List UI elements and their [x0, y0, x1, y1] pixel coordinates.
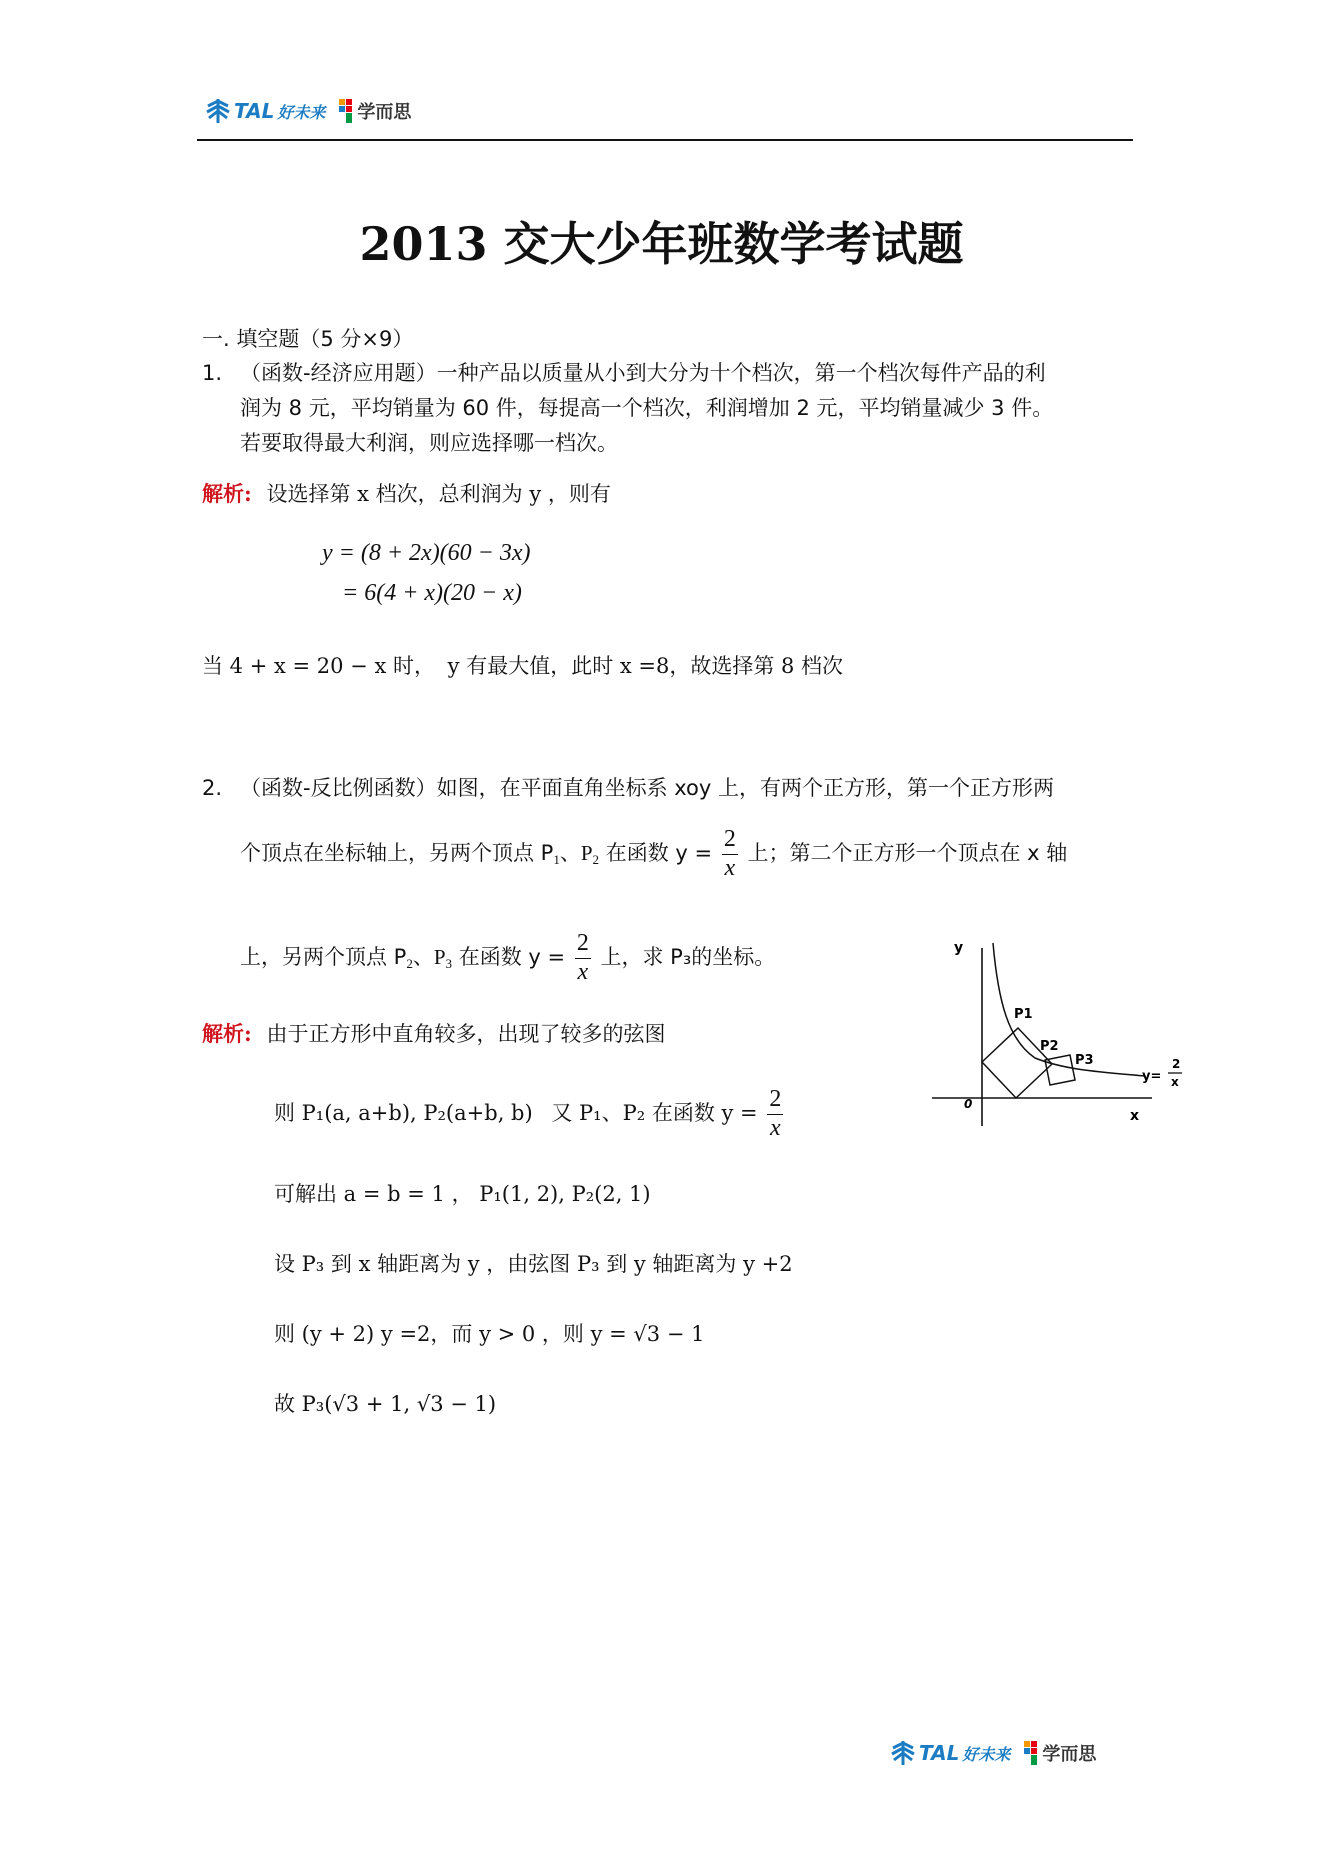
figure-x-label: x: [1130, 1108, 1140, 1124]
q1-text-line2: 润为 8 元，平均销量为 60 件，每提高一个档次，利润增加 2 元，平均销量减少 3 件。: [240, 396, 1054, 420]
q2-text-line3-b: 在函数 y =: [458, 945, 566, 970]
hyperbola-figure: [920, 930, 1190, 1140]
q2-text-line2-c: 上；第二个正方形一个顶点在 x 轴: [747, 841, 1068, 866]
q1-text-line1: （函数-经济应用题）一种产品以质量从小到大分为十个档次，第一个档次每件产品的利: [240, 361, 1046, 385]
q1-solution-condition: 当 4 + x = 20 − x 时，: [202, 654, 435, 678]
figure-square-2: [1045, 1055, 1075, 1085]
footer-tree-logo-icon: [890, 1739, 916, 1767]
q2-fraction-1-num: 2: [722, 826, 738, 855]
q2-text-line3-c: 上，求 P₃的坐标。: [600, 945, 776, 970]
q2-text-line2-b: 在函数 y =: [605, 841, 713, 866]
q2-fraction-2-den: x: [577, 958, 589, 985]
q2-solution-line2: 可解出 a = b = 1 ， P₁(1, 2), P₂(2, 1): [274, 1182, 651, 1206]
footer-xueersi-logo-icon: [1022, 1739, 1042, 1767]
figure-origin-label: 0: [964, 1097, 973, 1111]
q2-solution-line4: 则 (y + 2) y =2，而 y > 0 ，则 y = √3 − 1: [274, 1322, 705, 1346]
q1-solution-line3: [202, 650, 843, 680]
figure-function-num: 2: [1172, 1057, 1181, 1071]
footer-haoweilai-text: 好未来: [962, 1744, 1011, 1764]
footer-xueersi-text: 学而思: [1042, 1744, 1097, 1765]
q2-text-line2: 个顶点在坐标轴上，另两个顶点 $P_1$、$P_2$ 在函数 y = $\frac{2}{x}$ 上；第二个正方形一个顶点在 x 轴: [240, 826, 1068, 881]
q1-equation-2: = 6(4 + x)(20 − x): [342, 580, 522, 606]
footer-logo: [890, 1738, 1096, 1768]
tree-logo-icon: [205, 97, 231, 125]
header-divider: [197, 139, 1133, 141]
q2-solution-fraction-num: 2: [767, 1086, 783, 1115]
figure-function-lhs: y=: [1142, 1069, 1162, 1084]
q1-solution-label: 解析:: [202, 481, 252, 506]
figure-function-den: x: [1171, 1075, 1179, 1089]
q2-text-line3-a: 上，另两个顶点 P: [240, 945, 407, 970]
xueersi-logo-icon: [337, 97, 357, 125]
q1-number: 1.: [202, 361, 223, 385]
q2-solution-intro-text: 由于正方形中直角较多，出现了较多的弦图: [266, 1022, 666, 1046]
q2-fraction-1-den: x: [724, 854, 736, 881]
q2-text-line1: （函数-反比例函数）如图，在平面直角坐标系 xoy 上，有两个正方形，第一个正方形两: [240, 776, 1054, 800]
q2-text-line2-a: 个顶点在坐标轴上，另两个顶点 P: [240, 841, 554, 866]
figure-p3-label: P3: [1075, 1053, 1094, 1068]
q2-fraction-2: [575, 930, 591, 986]
q2-solution-line3: 设 P₃ 到 x 轴距离为 y ，由弦图 P₃ 到 y 轴距离为 y +2: [274, 1252, 793, 1276]
q2-fraction-2-num: 2: [575, 930, 591, 959]
section-heading: 一. 填空题（5 分×9）: [202, 327, 414, 351]
q1-solution-answer: y 有最大值，此时 x =8，故选择第 8 档次: [447, 654, 844, 678]
q1-equation-1: y = (8 + 2x)(60 − 3x): [322, 540, 531, 566]
q2-solution-intro: [202, 1018, 665, 1048]
q2-text-line3: 上，另两个顶点 $P_2$、$P_3$ 在函数 y = $\frac{2}{x}$ 上，求 P₃的坐标。: [240, 930, 776, 985]
footer-tal-text: TAL: [919, 1741, 960, 1765]
q1-text-line3: 若要取得最大利润，则应选择哪一档次。: [240, 431, 618, 455]
q2-solution-fraction-den: x: [770, 1114, 781, 1141]
q2-number: 2.: [202, 776, 223, 800]
header-logo: [205, 96, 411, 126]
xueersi-text: 学而思: [357, 102, 412, 123]
figure-y-label: y: [954, 940, 964, 956]
q2-solution-line1-b: 又 P₁、P₂ 在函数 y =: [551, 1101, 758, 1126]
haoweilai-text: 好未来: [277, 102, 326, 122]
figure-p2-label: P2: [1040, 1039, 1059, 1054]
q2-solution-line1-a: 则 P₁(a, a+b), P₂(a+b, b): [274, 1101, 533, 1126]
q2-solution-line5: 故 P₃(√3 + 1, √3 − 1): [274, 1392, 497, 1416]
q1-solution-text: 设选择第 x 档次，总利润为 y ，则有: [266, 482, 611, 506]
q2-solution-label: 解析:: [202, 1021, 252, 1046]
page-title: 2013 交大少年班数学考试题: [359, 217, 964, 271]
q2-solution-line1: [274, 1086, 786, 1142]
tal-text: TAL: [234, 99, 275, 123]
q2-solution-fraction: [767, 1086, 783, 1142]
figure-p1-label: P1: [1014, 1007, 1033, 1022]
q2-fraction-1: [722, 826, 738, 882]
q1-solution-line1: [202, 478, 611, 508]
